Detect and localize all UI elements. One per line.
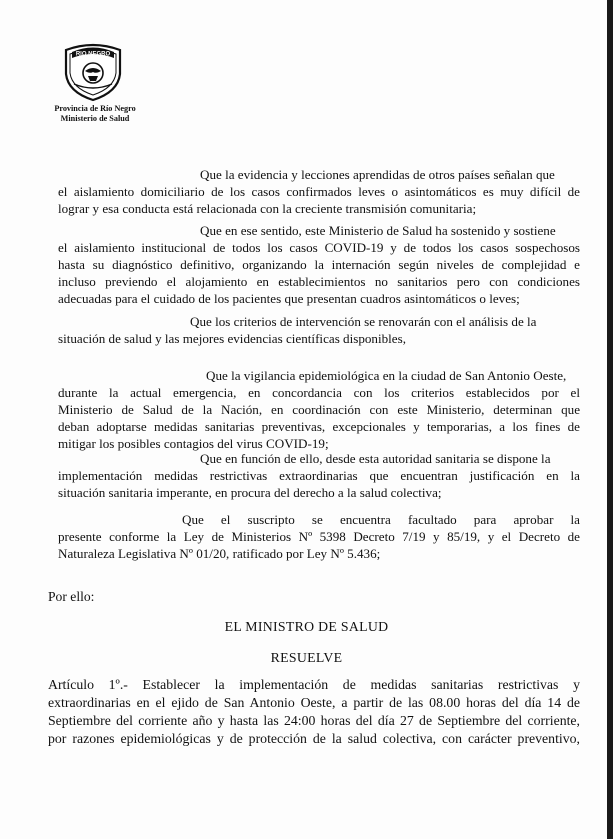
text-line: el aislamiento institucional de todos los casos COVID-19 y de todos los casos sospechosos [58,240,580,255]
ministry-name: Ministerio de Salud [60,114,130,123]
text-line: situación sanitaria imperante, en procura del derecho a la salud colectiva; [58,485,442,500]
articulo-1 [48,676,580,748]
scan-edge [607,0,613,839]
issuer-block [48,104,142,124]
text-line: deban adoptarse medidas sanitarias preventivas, excepcionales y temporarias, a los fines de [58,419,580,434]
svg-text:RIO NEGRO: RIO NEGRO [75,51,111,58]
province-name: Provincia de Río Negro [54,104,136,113]
text-line: Artículo 1º.- Establecer la implementación de medidas sanitarias restrictivas y [48,677,580,692]
text-line: Naturaleza Legislativa Nº 01/20, ratificado por Ley Nº 5.436; [58,546,381,561]
text-line: durante la actual emergencia, en concordancia con los criterios establecidos por el [58,385,580,400]
text-line: Ministerio de Salud de la Nación, en coordinación con este Ministerio, determinan que [58,402,580,417]
text-line: extraordinarias en el ejido de San Antonio Oeste, a partir de las 08.00 horas del día 14 de [48,695,580,710]
considerando-paragraph-3 [58,313,580,347]
considerando-paragraph-2 [58,222,580,307]
text-line: hasta su diagnóstico definitivo, organizando la internación según niveles de complejidad e [58,257,580,272]
text-line: situación de salud y las mejores evidencias científicas disponibles, [58,331,406,346]
considerando-paragraph-6 [58,511,580,562]
por-ello-label: Por ello: [48,589,95,604]
text-line: Septiembre del corriente año y hasta las 24:00 horas del día 27 de Septiembre del corriente, [48,713,580,728]
resuelve-heading: RESUELVE [270,650,343,665]
text-line: el aislamiento domiciliario de los casos confirmados leves o asintomáticos es muy difícil de [58,184,580,199]
considerando-paragraph-4 [58,367,580,452]
text-line: Que en ese sentido, este Ministerio de Salud ha sostenido y sostiene [200,223,556,238]
considerando-paragraph-5 [58,450,580,501]
document-title: EL MINISTRO DE SALUD [224,619,389,634]
text-line: adecuadas para el cuidado de los pacientes que presentan cuadros asintomáticos o leves; [58,291,520,306]
text-line: implementación medidas restrictivas extraordinarias que encuentran justificación en la [58,468,580,483]
text-line: presente conforme la Ley de Ministerios Nº 5398 Decreto 7/19 y 85/19, y el Decreto de [58,529,580,544]
considerando-paragraph-1 [58,166,580,217]
rio-negro-emblem-icon [60,40,126,102]
text-line: Que en función de ello, desde esta autoridad sanitaria se dispone la [200,451,551,466]
text-line: Que el suscripto se encuentra facultado para aprobar la [182,512,580,527]
text-line: mitigar los posibles contagios del virus COVID-19; [58,436,329,451]
text-line: lograr y esa conducta está relacionada con la creciente transmisión comunitaria; [58,201,477,216]
text-line: Que la vigilancia epidemiológica en la ciudad de San Antonio Oeste, [206,368,567,383]
text-line: Que la evidencia y lecciones aprendidas de otros países señalan que [200,167,555,182]
text-line: por razones epidemiológicas y de protección de la salud colectiva, con carácter preventivo, [48,731,580,746]
text-line: Que los criterios de intervención se renovarán con el análisis de la [190,314,537,329]
text-line: incluso previendo el alojamiento en establecimientos no sanitarios pero con condiciones [58,274,580,289]
